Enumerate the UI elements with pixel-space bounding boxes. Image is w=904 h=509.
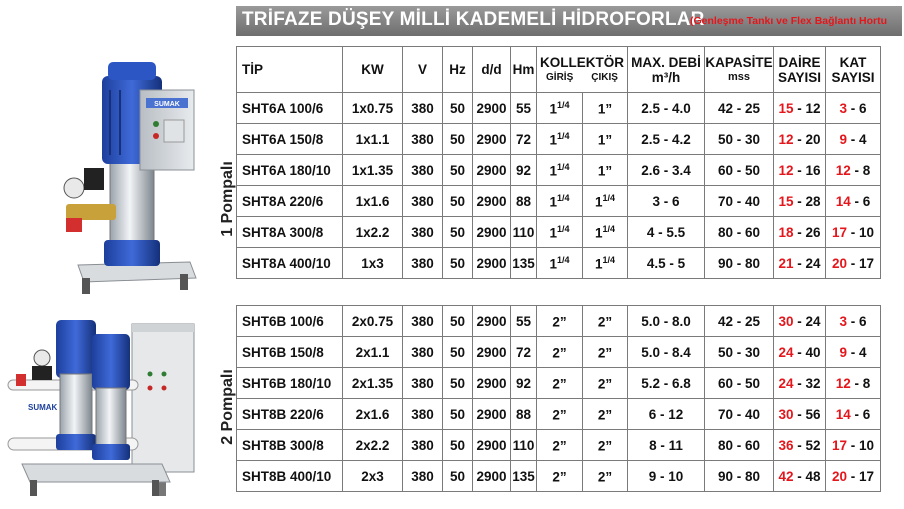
hm-cell: 92 — [511, 155, 537, 186]
apartment-count-cell-min: 21 — [778, 255, 794, 271]
table-row — [237, 155, 881, 186]
header-dd: d/d — [473, 47, 511, 93]
flow-cell: 2.5 - 4.2 — [628, 124, 705, 155]
model-cell: SHT6A 180/10 — [237, 155, 343, 186]
header-maxdebi-unit: m³/h — [651, 69, 681, 85]
hz-cell: 50 — [443, 124, 473, 155]
apartment-count-cell-min: 24 — [778, 375, 794, 391]
inlet-cell — [537, 155, 583, 186]
hm-cell: 72 — [511, 124, 537, 155]
floor-count-cell: 20 - 17 — [826, 248, 881, 279]
apartment-count-cell-max: 40 — [805, 344, 821, 360]
floor-count-cell: 3 - 6 — [826, 93, 881, 124]
floor-count-cell: 9 - 4 — [826, 124, 881, 155]
hz-cell: 50 — [443, 337, 473, 368]
inlet-cell-base: 1 — [549, 101, 557, 117]
apartment-count-cell-max: 16 — [805, 162, 821, 178]
flow-cell: 5.0 - 8.4 — [628, 337, 705, 368]
outlet-cell — [583, 124, 628, 155]
kw-cell: 2x1.6 — [343, 399, 403, 430]
inlet-cell — [537, 430, 583, 461]
flow-cell: 4.5 - 5 — [628, 248, 705, 279]
apartment-count-cell-min: 18 — [778, 224, 794, 240]
kw-cell: 2x1.1 — [343, 337, 403, 368]
apartment-count-cell-min: 42 — [778, 468, 794, 484]
hz-cell: 50 — [443, 368, 473, 399]
header-daire-label2: SAYISI — [777, 69, 822, 85]
floor-count-cell: 3 - 6 — [826, 306, 881, 337]
inlet-cell — [537, 368, 583, 399]
floor-count-cell-min: 12 — [835, 375, 851, 391]
floor-count-cell-max: 8 — [862, 375, 871, 391]
header-kat-label2: SAYISI — [831, 69, 875, 85]
rpm-cell: 2900 — [473, 430, 511, 461]
inlet-cell-base: 1 — [549, 163, 557, 179]
model-cell: SHT6A 150/8 — [237, 124, 343, 155]
table-row — [237, 368, 881, 399]
model-cell: SHT8A 220/6 — [237, 186, 343, 217]
voltage-cell: 380 — [403, 368, 443, 399]
outlet-cell — [583, 306, 628, 337]
inlet-cell — [537, 217, 583, 248]
inlet-cell-base: 1 — [549, 256, 557, 272]
apartment-count-cell-min: 15 — [778, 100, 794, 116]
table-row — [237, 461, 881, 492]
outlet-cell-base: 1 — [594, 194, 603, 210]
model-cell: SHT8A 400/10 — [237, 248, 343, 279]
apartment-count-cell-min: 36 — [778, 437, 794, 453]
capacity-cell: 60 - 50 — [705, 368, 774, 399]
floor-count-cell-min: 12 — [835, 162, 851, 178]
table-row — [237, 124, 881, 155]
table-row — [237, 217, 881, 248]
outlet-cell-base: 2” — [597, 376, 613, 392]
outlet-cell-base: 1” — [597, 101, 613, 117]
apartment-count-cell: 24 - 40 — [774, 337, 826, 368]
rpm-cell: 2900 — [473, 124, 511, 155]
floor-count-cell-max: 4 — [859, 131, 867, 147]
rpm-cell: 2900 — [473, 217, 511, 248]
outlet-cell-fraction: 1/4 — [602, 254, 616, 265]
voltage-cell: 380 — [403, 248, 443, 279]
inlet-cell — [537, 186, 583, 217]
header-kw: KW — [343, 47, 403, 93]
outlet-cell-base: 2” — [597, 469, 613, 485]
outlet-cell — [583, 93, 628, 124]
inlet-cell — [537, 461, 583, 492]
double-pump-image — [2, 314, 202, 504]
voltage-cell: 380 — [403, 461, 443, 492]
model-cell: SHT8B 220/6 — [237, 399, 343, 430]
capacity-cell: 70 - 40 — [705, 186, 774, 217]
hz-cell: 50 — [443, 461, 473, 492]
outlet-cell-base: 2” — [597, 314, 613, 330]
apartment-count-cell-min: 15 — [778, 193, 794, 209]
outlet-cell — [583, 217, 628, 248]
kw-cell: 1x1.35 — [343, 155, 403, 186]
outlet-cell-base: 1 — [594, 225, 603, 241]
apartment-count-cell-max: 26 — [805, 224, 821, 240]
floor-count-cell: 12 - 8 — [826, 155, 881, 186]
rpm-cell: 2900 — [473, 337, 511, 368]
inlet-cell-base: 1 — [549, 225, 557, 241]
floor-count-cell: 14 - 6 — [826, 399, 881, 430]
model-cell: SHT6A 100/6 — [237, 93, 343, 124]
inlet-cell-base: 1 — [549, 194, 557, 210]
floor-count-cell: 20 - 17 — [826, 461, 881, 492]
capacity-cell: 42 - 25 — [705, 306, 774, 337]
inlet-cell-base: 2” — [552, 438, 567, 454]
apartment-count-cell: 24 - 32 — [774, 368, 826, 399]
section-label-double: 2 Pompalı — [219, 369, 236, 445]
single-brand-label: SUMAK — [154, 101, 180, 108]
outlet-cell — [583, 248, 628, 279]
floor-count-cell-min: 14 — [835, 193, 851, 209]
apartment-count-cell: 30 - 24 — [774, 306, 826, 337]
kw-cell: 1x1.6 — [343, 186, 403, 217]
voltage-cell: 380 — [403, 337, 443, 368]
inlet-cell-fraction: 1/4 — [557, 130, 570, 141]
section-label-single: 1 Pompalı — [219, 161, 236, 237]
title-note: (Genleşme Tankı ve Flex Bağlantı Hortu — [690, 15, 888, 27]
header-tip: TİP — [237, 47, 343, 93]
apartment-count-cell-max: 24 — [805, 255, 821, 271]
inlet-cell-base: 2” — [552, 376, 567, 392]
apartment-count-cell-max: 32 — [805, 375, 821, 391]
rpm-cell: 2900 — [473, 248, 511, 279]
outlet-cell — [583, 461, 628, 492]
outlet-cell-base: 2” — [597, 345, 613, 361]
hz-cell: 50 — [443, 430, 473, 461]
title-bar — [236, 6, 902, 36]
header-daire-label: DAİRE — [778, 54, 821, 70]
header-kapasite-label: KAPASİTE — [705, 54, 773, 70]
hm-cell: 110 — [511, 430, 537, 461]
header-cikis: ÇIKIŞ — [591, 71, 618, 83]
floor-count-cell: 9 - 4 — [826, 337, 881, 368]
inlet-cell-base: 2” — [552, 345, 567, 361]
kw-cell: 2x0.75 — [343, 306, 403, 337]
hm-cell: 72 — [511, 337, 537, 368]
rpm-cell: 2900 — [473, 461, 511, 492]
capacity-cell: 80 - 60 — [705, 430, 774, 461]
apartment-count-cell-max: 56 — [805, 406, 821, 422]
rpm-cell: 2900 — [473, 399, 511, 430]
table-header-row — [237, 47, 881, 93]
flow-cell: 9 - 10 — [628, 461, 705, 492]
floor-count-cell-min: 20 — [831, 255, 847, 271]
flow-cell: 3 - 6 — [628, 186, 705, 217]
floor-count-cell-max: 17 — [859, 468, 875, 484]
table-row — [237, 430, 881, 461]
inlet-cell-base: 2” — [552, 314, 567, 330]
inlet-cell-fraction: 1/4 — [557, 192, 570, 203]
capacity-cell: 50 - 30 — [705, 124, 774, 155]
model-cell: SHT6B 180/10 — [237, 368, 343, 399]
rpm-cell: 2900 — [473, 306, 511, 337]
outlet-cell — [583, 186, 628, 217]
kw-cell: 1x0.75 — [343, 93, 403, 124]
floor-count-cell-min: 9 — [839, 131, 847, 147]
single-pump-image — [40, 40, 200, 302]
floor-count-cell: 17 - 10 — [826, 430, 881, 461]
floor-count-cell-min: 9 — [839, 344, 847, 360]
header-kat-label: KAT — [839, 54, 867, 70]
floor-count-cell: 17 - 10 — [826, 217, 881, 248]
table-body-double — [237, 306, 881, 492]
apartment-count-cell: 42 - 48 — [774, 461, 826, 492]
header-kapasite-unit: mss — [727, 70, 751, 83]
capacity-cell: 42 - 25 — [705, 93, 774, 124]
rpm-cell: 2900 — [473, 186, 511, 217]
floor-count-cell-max: 4 — [859, 344, 867, 360]
flow-cell: 2.6 - 3.4 — [628, 155, 705, 186]
floor-count-cell-min: 17 — [831, 224, 847, 240]
apartment-count-cell-max: 48 — [805, 468, 821, 484]
apartment-count-cell: 21 - 24 — [774, 248, 826, 279]
outlet-cell — [583, 155, 628, 186]
apartment-count-cell: 30 - 56 — [774, 399, 826, 430]
header-daire — [774, 47, 826, 93]
single-pump-drawing — [40, 40, 200, 302]
inlet-cell-fraction: 1/4 — [557, 99, 570, 110]
floor-count-cell-min: 17 — [831, 437, 847, 453]
inlet-cell-fraction: 1/4 — [557, 254, 570, 265]
voltage-cell: 380 — [403, 430, 443, 461]
table-row — [237, 306, 881, 337]
floor-count-cell-max: 6 — [859, 100, 867, 116]
hz-cell: 50 — [443, 155, 473, 186]
apartment-count-cell-min: 12 — [778, 162, 794, 178]
apartment-count-cell-max: 52 — [805, 437, 821, 453]
apartment-count-cell-min: 30 — [778, 406, 794, 422]
table-row — [237, 399, 881, 430]
outlet-cell-base: 1 — [594, 256, 603, 272]
apartment-count-cell: 12 - 20 — [774, 124, 826, 155]
floor-count-cell-max: 6 — [859, 313, 867, 329]
inlet-cell-base: 2” — [552, 469, 567, 485]
voltage-cell: 380 — [403, 217, 443, 248]
outlet-cell-base: 1” — [597, 163, 613, 179]
voltage-cell: 380 — [403, 124, 443, 155]
model-cell: SHT8B 400/10 — [237, 461, 343, 492]
kw-cell: 1x3 — [343, 248, 403, 279]
outlet-cell-fraction: 1/4 — [602, 192, 616, 203]
kw-cell: 1x2.2 — [343, 217, 403, 248]
apartment-count-cell-max: 24 — [805, 313, 821, 329]
floor-count-cell-max: 6 — [862, 193, 871, 209]
apartment-count-cell: 12 - 16 — [774, 155, 826, 186]
spec-table-single — [236, 46, 881, 279]
inlet-cell-base: 1 — [549, 132, 557, 148]
hm-cell: 88 — [511, 399, 537, 430]
hz-cell: 50 — [443, 186, 473, 217]
floor-count-cell-max: 17 — [859, 255, 875, 271]
apartment-count-cell: 18 - 26 — [774, 217, 826, 248]
header-kollektor — [537, 47, 628, 93]
model-cell: SHT8A 300/8 — [237, 217, 343, 248]
header-kat — [826, 47, 881, 93]
header-v: V — [403, 47, 443, 93]
table-body-single — [237, 93, 881, 279]
hz-cell: 50 — [443, 93, 473, 124]
floor-count-cell: 14 - 6 — [826, 186, 881, 217]
apartment-count-cell-max: 28 — [805, 193, 821, 209]
kw-cell: 2x3 — [343, 461, 403, 492]
capacity-cell: 90 - 80 — [705, 248, 774, 279]
outlet-cell-base: 2” — [597, 438, 613, 454]
flow-cell: 4 - 5.5 — [628, 217, 705, 248]
outlet-cell — [583, 368, 628, 399]
apartment-count-cell-max: 20 — [805, 131, 821, 147]
flow-cell: 5.0 - 8.0 — [628, 306, 705, 337]
kw-cell: 2x1.35 — [343, 368, 403, 399]
outlet-cell-base: 2” — [597, 407, 613, 423]
outlet-cell-fraction: 1/4 — [602, 223, 616, 234]
floor-count-cell-max: 10 — [859, 224, 875, 240]
header-giris: GİRİŞ — [546, 71, 574, 83]
table-row — [237, 337, 881, 368]
header-maxdebi — [628, 47, 705, 93]
model-cell: SHT6B 150/8 — [237, 337, 343, 368]
hm-cell: 135 — [511, 248, 537, 279]
outlet-cell — [583, 430, 628, 461]
apartment-count-cell-min: 12 — [778, 131, 794, 147]
inlet-cell — [537, 337, 583, 368]
hm-cell: 92 — [511, 368, 537, 399]
hz-cell: 50 — [443, 248, 473, 279]
rpm-cell: 2900 — [473, 368, 511, 399]
outlet-cell — [583, 399, 628, 430]
floor-count-cell-min: 3 — [839, 313, 847, 329]
inlet-cell — [537, 124, 583, 155]
floor-count-cell-min: 3 — [839, 100, 847, 116]
apartment-count-cell-min: 30 — [778, 313, 794, 329]
capacity-cell: 80 - 60 — [705, 217, 774, 248]
voltage-cell: 380 — [403, 186, 443, 217]
hz-cell: 50 — [443, 217, 473, 248]
voltage-cell: 380 — [403, 93, 443, 124]
page-title: TRİFAZE DÜŞEY MİLLİ KADEMELİ HİDROFORLAR — [242, 9, 705, 30]
apartment-count-cell-max: 12 — [805, 100, 821, 116]
apartment-count-cell: 15 - 12 — [774, 93, 826, 124]
hz-cell: 50 — [443, 306, 473, 337]
apartment-count-cell: 36 - 52 — [774, 430, 826, 461]
hm-cell: 55 — [511, 93, 537, 124]
voltage-cell: 380 — [403, 399, 443, 430]
capacity-cell: 60 - 50 — [705, 155, 774, 186]
flow-cell: 2.5 - 4.0 — [628, 93, 705, 124]
hz-cell: 50 — [443, 399, 473, 430]
outlet-cell — [583, 337, 628, 368]
spec-table-double — [236, 305, 881, 492]
hm-cell: 55 — [511, 306, 537, 337]
floor-count-cell-max: 8 — [862, 162, 871, 178]
floor-count-cell-max: 10 — [859, 437, 875, 453]
voltage-cell: 380 — [403, 306, 443, 337]
floor-count-cell-max: 6 — [862, 406, 871, 422]
apartment-count-cell: 15 - 28 — [774, 186, 826, 217]
kw-cell: 2x2.2 — [343, 430, 403, 461]
model-cell: SHT6B 100/6 — [237, 306, 343, 337]
inlet-cell — [537, 248, 583, 279]
floor-count-cell-min: 14 — [835, 406, 851, 422]
flow-cell: 5.2 - 6.8 — [628, 368, 705, 399]
floor-count-cell-min: 20 — [831, 468, 847, 484]
rpm-cell: 2900 — [473, 155, 511, 186]
hm-cell: 88 — [511, 186, 537, 217]
double-brand-label: SUMAK — [28, 403, 58, 412]
inlet-cell-fraction: 1/4 — [557, 223, 570, 234]
capacity-cell: 50 - 30 — [705, 337, 774, 368]
flow-cell: 6 - 12 — [628, 399, 705, 430]
header-kollektor-label: KOLLEKTÖR — [540, 54, 624, 70]
outlet-cell-base: 1” — [597, 132, 613, 148]
hm-cell: 110 — [511, 217, 537, 248]
kw-cell: 1x1.1 — [343, 124, 403, 155]
hm-cell: 135 — [511, 461, 537, 492]
header-maxdebi-label: MAX. DEBİ — [631, 54, 701, 70]
table-row — [237, 186, 881, 217]
flow-cell: 8 - 11 — [628, 430, 705, 461]
table-row — [237, 248, 881, 279]
model-cell: SHT8B 300/8 — [237, 430, 343, 461]
inlet-cell — [537, 399, 583, 430]
apartment-count-cell-min: 24 — [778, 344, 794, 360]
header-hz: Hz — [443, 47, 473, 93]
floor-count-cell: 12 - 8 — [826, 368, 881, 399]
double-pump-drawing — [2, 314, 202, 504]
capacity-cell: 70 - 40 — [705, 399, 774, 430]
header-hm: Hm — [511, 47, 537, 93]
inlet-cell-fraction: 1/4 — [557, 161, 570, 172]
rpm-cell: 2900 — [473, 93, 511, 124]
inlet-cell — [537, 306, 583, 337]
header-kapasite — [705, 47, 774, 93]
inlet-cell-base: 2” — [552, 407, 567, 423]
capacity-cell: 90 - 80 — [705, 461, 774, 492]
inlet-cell — [537, 93, 583, 124]
table-row — [237, 93, 881, 124]
voltage-cell: 380 — [403, 155, 443, 186]
